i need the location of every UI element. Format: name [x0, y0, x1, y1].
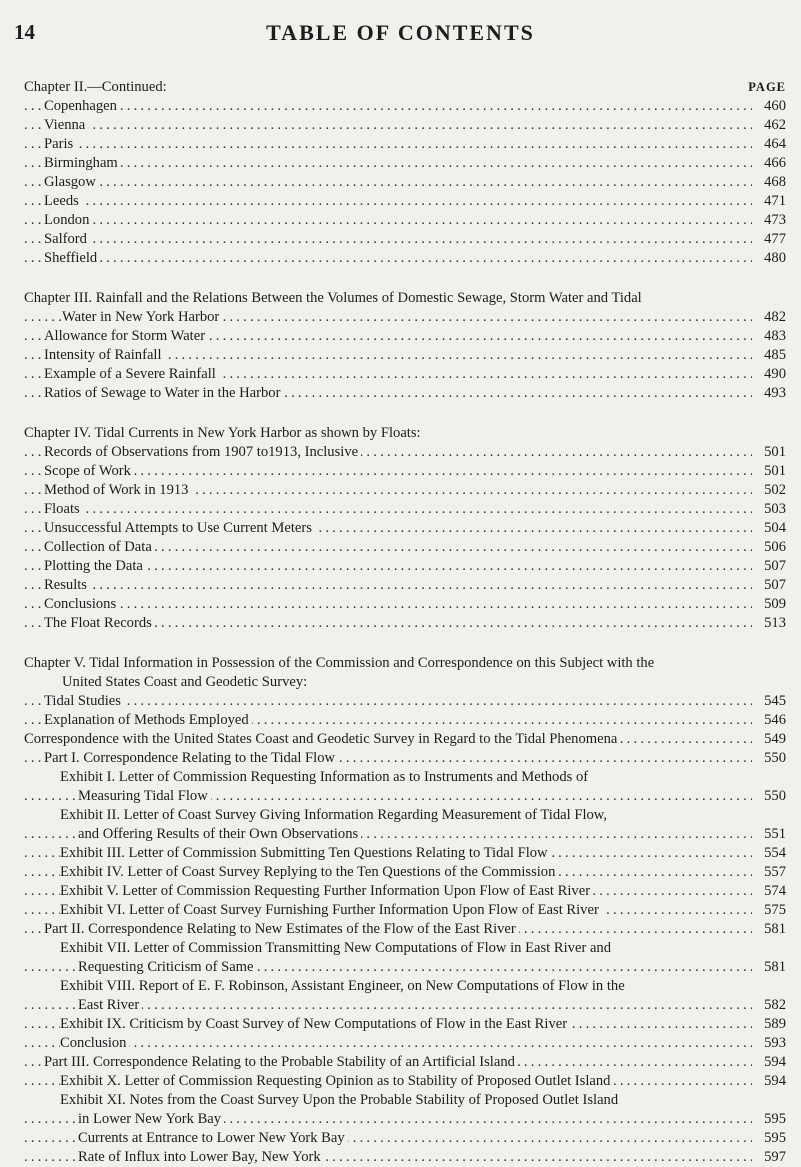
toc-entry-page: 473 — [760, 211, 786, 230]
toc-entry-page: 466 — [760, 154, 786, 173]
toc-entry-page: 501 — [760, 443, 786, 462]
toc-entry-page: 509 — [760, 595, 786, 614]
toc-entry[interactable]: ..... in Lower New York Bay 595 — [24, 1110, 786, 1129]
toc-content — [24, 78, 786, 1167]
toc-entry-page: 503 — [760, 500, 786, 519]
toc-entry-label: Birmingham — [44, 155, 121, 171]
chapter4-heading: Chapter IV. Tidal Currents in New York Harbor as shown by Floats: — [24, 425, 421, 441]
toc-entry[interactable]: ..... Requesting Criticism of Same 581 — [24, 958, 786, 977]
chapter2-entries — [24, 97, 786, 268]
toc-entry[interactable]: ..... Exhibit V. Letter of Commission Requesting Further Information Upon Flow of East River 574 — [24, 882, 786, 901]
toc-entry-label: Method of Work in 1913 — [44, 482, 191, 498]
toc-entry[interactable] — [24, 443, 786, 462]
chapter3-heading: Chapter III. Rainfall and the Relations Between the Volumes of Domestic Sewage, Storm Water and Tidal — [24, 290, 642, 306]
toc-entry[interactable] — [24, 327, 786, 346]
toc-entry[interactable]: ..... Part II. Correspondence Relating to New Estimates of the Flow of the East River 581 — [24, 920, 786, 939]
toc-entry-page: 480 — [760, 249, 786, 268]
toc-entry-page: 513 — [760, 614, 786, 633]
toc-entry[interactable]: ..... Exhibit IX. Criticism by Coast Survey of New Computations of Flow in the East River 589 — [24, 1015, 786, 1034]
toc-entry-page: 462 — [760, 116, 786, 135]
toc-entry[interactable] — [24, 711, 786, 730]
toc-entry[interactable] — [24, 384, 786, 403]
toc-entry[interactable]: ..... Conclusion 593 — [24, 1034, 786, 1053]
toc-entry-label: Copenhagen — [44, 98, 120, 114]
toc-entry[interactable]: ..... East River 582 — [24, 996, 786, 1015]
toc-entry[interactable] — [24, 538, 786, 557]
toc-entry-page: 490 — [760, 365, 786, 384]
toc-entry[interactable]: ..... Exhibit VI. Letter of Coast Survey Furnishing Further Information Upon Flow of East River 575 — [24, 901, 786, 920]
toc-entry[interactable]: ..... Correspondence with the United States Coast and Geodetic Survey in Regard to the Tidal Phenomena 549 — [24, 730, 786, 749]
toc-entry[interactable]: ..... Rate of Influx into Lower Bay, New York 597 — [24, 1148, 786, 1167]
chapter5-heading: Chapter V. Tidal Information in Possession of the Commission and Correspondence on this Subject with the — [24, 655, 655, 671]
toc-entry-label: Collection of Data — [44, 539, 155, 555]
toc-entry-page: 545 — [760, 692, 786, 711]
toc-entry-label: Salford — [44, 231, 90, 247]
running-title: TABLE OF CONTENTS — [266, 20, 535, 45]
toc-entry-page: 501 — [760, 462, 786, 481]
toc-entry[interactable] — [24, 173, 786, 192]
toc-entry-label: Tidal Studies — [44, 693, 124, 709]
toc-entry[interactable] — [24, 97, 786, 116]
toc-entry[interactable] — [24, 519, 786, 538]
toc-entry-page: 493 — [760, 384, 786, 403]
toc-entry[interactable] — [24, 154, 786, 173]
toc-entry[interactable]: ..... Exhibit IV. Letter of Coast Survey Replying to the Ten Questions of the Commission 557 — [24, 863, 786, 882]
toc-entry-line: Exhibit VII. Letter of Commission Transmitting New Computations of Flow in East River and — [60, 940, 612, 956]
toc-entry-label: The Float Records — [44, 615, 155, 631]
toc-entry-label: Unsuccessful Attempts to Use Current Meters — [44, 520, 315, 536]
toc-entry-page: 485 — [760, 346, 786, 365]
toc-entry-label: Conclusions — [44, 596, 119, 612]
toc-entry[interactable] — [24, 346, 786, 365]
toc-entry-line: Exhibit I. Letter of Commission Requesting Information as to Instruments and Methods of — [60, 769, 589, 785]
toc-entry[interactable] — [24, 595, 786, 614]
toc-entry-label: Example of a Severe Rainfall — [44, 366, 219, 382]
toc-entry[interactable]: ..... and Offering Results of their Own Observations 551 — [24, 825, 786, 844]
toc-entry-page: 460 — [760, 97, 786, 116]
toc-entry-line: Exhibit II. Letter of Coast Survey Giving Information Regarding Measurement of Tidal Flow, — [60, 807, 608, 823]
toc-entry-label: Intensity of Rainfall — [44, 347, 165, 363]
toc-entry[interactable] — [24, 192, 786, 211]
chapter2-continued-heading — [24, 78, 786, 97]
toc-entry-page: 507 — [760, 557, 786, 576]
chapter5-entries — [24, 692, 786, 730]
toc-entry-line: Exhibit VIII. Report of E. F. Robinson, Assistant Engineer, on New Computations of Flow in the — [60, 978, 625, 994]
toc-entry-page: 507 — [760, 576, 786, 595]
continued-label: Chapter II.—Continued: — [24, 79, 167, 95]
toc-entry-label: Records of Observations from 1907 to1913, Inclusive — [44, 444, 361, 460]
chapter4-entries — [24, 443, 786, 633]
toc-entry[interactable] — [24, 692, 786, 711]
toc-entry[interactable]: ..... Measuring Tidal Flow 550 — [24, 787, 786, 806]
toc-entry-label: Paris — [44, 136, 76, 152]
toc-entry-page: 506 — [760, 538, 786, 557]
toc-entry-page: 464 — [760, 135, 786, 154]
toc-entry-page: 471 — [760, 192, 786, 211]
toc-entry-label: Floats — [44, 501, 83, 517]
toc-entry-line: Exhibit XI. Notes from the Coast Survey Upon the Probable Stability of Proposed Outlet Island — [60, 1092, 619, 1108]
toc-entry-label: Sheffield — [44, 250, 100, 266]
toc-entry[interactable]: ..... Exhibit X. Letter of Commission Requesting Opinion as to Stability of Proposed Outlet Island 594 — [24, 1072, 786, 1091]
toc-entry[interactable] — [24, 614, 786, 633]
chapter5-heading-cont: United States Coast and Geodetic Survey: — [62, 674, 308, 690]
toc-entry-page: 477 — [760, 230, 786, 249]
toc-entry-label: Ratios of Sewage to Water in the Harbor — [44, 385, 283, 401]
toc-entry-page: 504 — [760, 519, 786, 538]
toc-entry-label: Plotting the Data — [44, 558, 146, 574]
toc-entry[interactable] — [24, 557, 786, 576]
toc-entry[interactable] — [24, 481, 786, 500]
toc-entry[interactable] — [24, 576, 786, 595]
toc-entry[interactable] — [24, 230, 786, 249]
toc-entry[interactable]: ..... Part I. Correspondence Relating to the Tidal Flow 550 — [24, 749, 786, 768]
page-header — [0, 20, 801, 50]
toc-entry-page: 483 — [760, 327, 786, 346]
toc-entry[interactable] — [24, 249, 786, 268]
toc-entry[interactable]: ..... Exhibit III. Letter of Commission Submitting Ten Questions Relating to Tidal Flow 554 — [24, 844, 786, 863]
toc-entry[interactable] — [24, 116, 786, 135]
toc-entry-page: 546 — [760, 711, 786, 730]
toc-entry-label: Allowance for Storm Water — [44, 328, 208, 344]
toc-entry-label: London — [44, 212, 92, 228]
toc-entry[interactable] — [24, 500, 786, 519]
toc-entry-label: Glasgow — [44, 174, 99, 190]
toc-entry[interactable] — [24, 365, 786, 384]
toc-entry[interactable] — [24, 211, 786, 230]
toc-entry-label: Explanation of Methods Employed — [44, 712, 252, 728]
toc-entry[interactable]: ..... Water in New York Harbor 482 — [24, 308, 786, 327]
toc-entry-page: 502 — [760, 481, 786, 500]
toc-entry[interactable]: ..... Part III. Correspondence Relating to the Probable Stability of an Artificial Island 594 — [24, 1053, 786, 1072]
chapter3-entries — [24, 327, 786, 403]
toc-entry-label: Scope of Work — [44, 463, 134, 479]
page-column-label: PAGE — [748, 80, 786, 94]
toc-entry-page: 468 — [760, 173, 786, 192]
toc-entry-label: Leeds — [44, 193, 82, 209]
toc-entry-label: Results — [44, 577, 90, 593]
toc-entry[interactable]: ..... Currents at Entrance to Lower New York Bay 595 — [24, 1129, 786, 1148]
toc-entry[interactable] — [24, 135, 786, 154]
toc-entry[interactable] — [24, 462, 786, 481]
page-number: 14 — [14, 20, 35, 44]
toc-entry-label: Vienna — [44, 117, 88, 133]
